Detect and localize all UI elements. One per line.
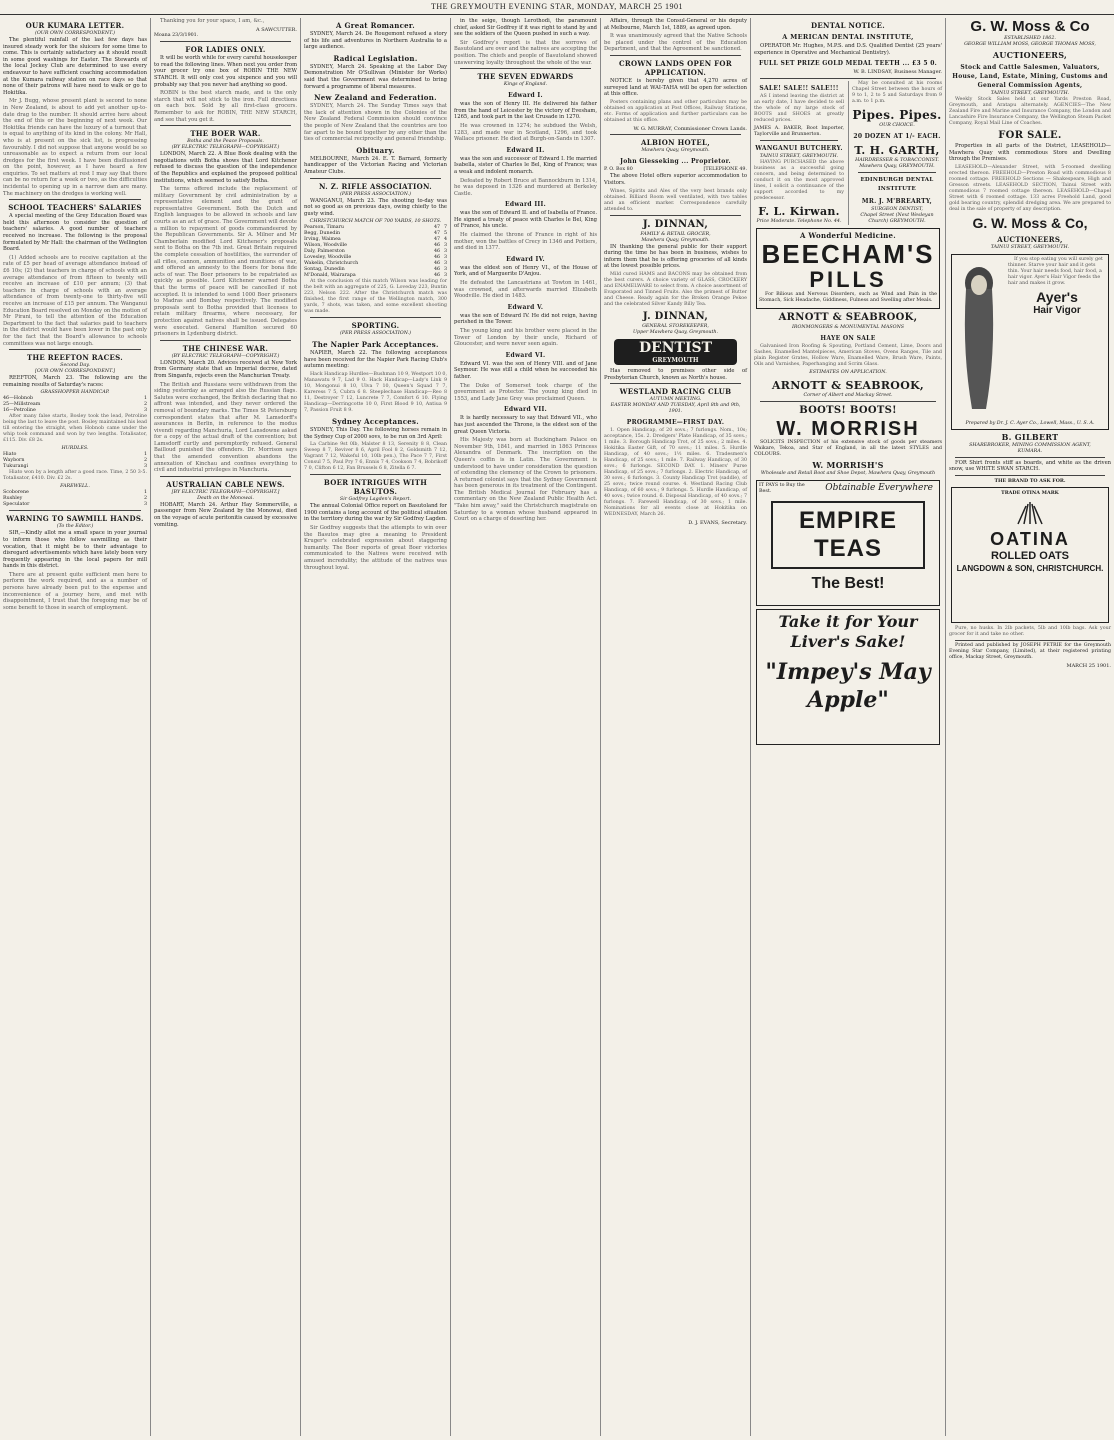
reefton-races-subheading: Second Day. bbox=[60, 363, 90, 369]
for-sale-text: Properties in all parts of the District, LEASEHOLD—Mawhera Quay with commodious Store and Dwelling through the Premises. bbox=[949, 143, 1111, 163]
moss-heading: G. W. Moss & Co bbox=[970, 18, 1090, 35]
napier-acceptances-heading: The Napier Park Acceptances. bbox=[312, 340, 439, 350]
footer-imprint: Printed and published by JOSEPH PETRIE for the Greymouth Evening Star Company, (Limited), at their registered printing office, Mackay Street, Greymouth. bbox=[949, 642, 1111, 660]
impey-tagline: Take it for Your Liver's Sake! bbox=[778, 611, 918, 651]
morrish-heading: W. MORRISH bbox=[776, 417, 920, 440]
reefton-races-text: REEFTON, March 23. The following are the remaining results of Saturday's races: bbox=[3, 375, 147, 388]
shooter-prize: 3 bbox=[443, 273, 447, 279]
oatina-rolled: ROLLED OATS bbox=[990, 549, 1069, 562]
boer-war-subheading: Botha and the Peace Proposals. bbox=[187, 139, 264, 145]
sale-signature: JAMES A. BAKER, Boot Importer, Taylorville and Brunnerton. bbox=[754, 125, 844, 137]
horse-name: Scoborene bbox=[3, 490, 29, 496]
edward-2-text-cont: Defeated by Robert Bruce at Bannockburn in 1314, he was deposed in 1326 and murdered at Berkeley Castle. bbox=[454, 177, 597, 197]
morrish-footer: W. MORRISH'S bbox=[812, 459, 884, 470]
westland-racing-programme: PROGRAMME—FIRST DAY. bbox=[626, 419, 725, 427]
kumara-letter-byline: (OUR OWN CORRESPONDENT.) bbox=[35, 31, 115, 36]
arnott-heading-2: ARNOTT & SEABROOK, bbox=[771, 378, 925, 392]
basutos-continued-text-2: Sir Godfrey's report is that the sorrows of Basutoland are over and the natives are accepting the position. The chiefs and people of Basutoland showed unswerving loyalty throughout the whole of the war. bbox=[454, 39, 597, 66]
wheat-sheaf-icon bbox=[990, 496, 1070, 526]
edward-5-text: was the son of Edward IV. He did not reign, having perished in the Tower. bbox=[454, 312, 597, 326]
dentist-place: GREYMOUTH bbox=[652, 356, 699, 364]
dinnan-grocer-place: Mawhera Quay, Greymouth. bbox=[641, 237, 710, 243]
edward-6-text-cont: The Duke of Somerset took charge of the government as Protector. The young king died in 1553, and Lady Jane Grey was proclaimed Queen. bbox=[454, 382, 597, 402]
for-ladies-text: It will be worth while for every careful housekeeper to read the following lines. When next you order from your grocer try one box of ROBIN THE NEW STARCH. It will only cost you sixpence and you will probably say that you never had anything so good. bbox=[154, 55, 297, 88]
edward-2-text: was the son and successor of Edward I. He married Isabella, sister of Charles le Bel, King of France; was a weak and indolent monarch. bbox=[454, 155, 597, 175]
for-sale-heading: FOR SALE. bbox=[998, 130, 1062, 141]
moss-services: Stock and Cattle Salesmen, Valuators, House, Land, Estate, Mining, Customs and General Commission Agents, bbox=[952, 64, 1108, 89]
edward-2-heading: Edward II. bbox=[506, 146, 545, 154]
edinburgh-heading: EDINBURGH DENTAL INSTITUTE bbox=[860, 176, 934, 192]
placing: 1 bbox=[143, 452, 147, 458]
edward-4-text-cont: He defeated the Lancastrians at Towton in 1461, was crowned, and afterwards married Elizabeth Woodville. He died in 1483. bbox=[454, 280, 597, 300]
beecham-text: For Bilious and Nervous Disorders, such as Wind and Pain in the Stomach, Sick Headache, Giddiness, Fulness and Swelling after Meals. bbox=[759, 291, 937, 303]
edward-3-text-cont: He claimed the throne of France in right of his mother, won the battles of Crecy in 1346 and Poitiers, and died in 1377. bbox=[454, 232, 597, 252]
edward-6-heading: Edward VI. bbox=[505, 351, 546, 359]
starch-text: FOR Shirt fronts stiff as boards, and white as the driven snow, use WHITE SWAN STARCH. bbox=[949, 459, 1111, 473]
ayer-sub: Hair Vigor bbox=[1033, 304, 1081, 316]
farewell-heading: FAREWELL. bbox=[60, 484, 90, 490]
grasshopper-handicap-heading: GRASSHOPPER HANDICAP. bbox=[40, 390, 110, 396]
radical-legislation-text: SYDNEY, March 24. Speaking at the Labor Day Demonstration Mr O'Sullivan (Minister for Works) said that the Government was determined to bring forward a programme of liberal measures. bbox=[304, 63, 447, 90]
obituary-text: MELBOURNE, March 24. E. T. Barnard, formerly handicapper of the Victorian Racing and Victorian Amateur Clubs. bbox=[304, 155, 447, 175]
letter-place: Moana 23/3/1901. bbox=[154, 33, 199, 39]
rifle-association-text-cont: At the conclusion of this match Wilson was leading for the belt with an aggregate of 225, G. Loveday 223, Buntin 223, Nelson 222. After the Christchurch match was finished, the first range of the Wellington match, 300 yards, 7 shots, was taken, and some excellent shooting was made. bbox=[304, 279, 447, 315]
boer-war-telegraph: (BY ELECTRIC TELEGRAPH—COPYRIGHT.) bbox=[171, 145, 280, 151]
shooter-points: 47 bbox=[433, 225, 441, 231]
cable-news-subheading: Death on the Monowai. bbox=[197, 495, 254, 501]
edinburgh-place: Chapel Street (Next Wesleyan Church) GREYMOUTH. bbox=[860, 212, 934, 224]
grasshopper-results bbox=[3, 396, 147, 414]
horse-name: Hiato bbox=[3, 452, 17, 458]
gilbert-sub: SHAREBROKER, MINING COMMISSION AGENT, bbox=[969, 442, 1091, 448]
placing: 1 bbox=[143, 396, 147, 402]
edward-3-heading: Edward III. bbox=[504, 201, 547, 209]
column-6 bbox=[750, 18, 945, 1436]
american-dental-heading: A MERICAN DENTAL INSTITUTE, bbox=[782, 33, 914, 41]
sydney-acceptances-heading: Sydney Acceptances. bbox=[331, 417, 420, 427]
boer-war-heading: THE BOER WAR. bbox=[190, 129, 261, 139]
arnott-heading: ARNOTT & SEABROOK, bbox=[778, 311, 918, 323]
shooter-prize: 3 bbox=[443, 249, 447, 255]
seven-edwards-subheading: Kings of England. bbox=[503, 82, 548, 88]
reefton-races-byline: [OUR OWN CORRESPONDENT.] bbox=[35, 369, 115, 375]
ayer-footer: Prepared by Dr. J. C. Ayer Co., Lowell, Mass., U. S. A. bbox=[965, 420, 1095, 426]
nz-federation-heading: New Zealand and Federation. bbox=[314, 93, 437, 103]
boer-basutos-heading: BOER INTRIGUES WITH BASUTOS. bbox=[323, 478, 428, 497]
albion-hotel-proprietor: John Giesseking ... Proprietor. bbox=[620, 158, 731, 166]
moss-place: TAINUI STREET, GREYMOUTH. bbox=[990, 91, 1070, 96]
basutos-continued-text: in the seige, though Lerothodi, the paramount chief, asked Sir Godfrey if it was right to stand by and see the soldiers of the Queen pushed in such a way. bbox=[454, 18, 597, 38]
column-2 bbox=[150, 18, 300, 1436]
placing: 2 bbox=[143, 496, 147, 502]
shooter-prize: 3 bbox=[443, 243, 447, 249]
cable-news-text: HOBART, March 24. Arthur Hay Sommerville, a passenger from New Zealand by the Monowai, died on the voyage of acute peritonitis caused by excessive vomiting. bbox=[154, 501, 297, 528]
ayer-heading: Ayer's bbox=[1036, 288, 1078, 305]
horse-name: Speculator bbox=[3, 502, 30, 508]
placing: 2 bbox=[143, 402, 147, 408]
butchery-text: HAVING PURCHASED the above business as a successful going concern, and being determined to conduct it on the most approved lines, I solicit a continuance of the support accorded to my predecessor. bbox=[754, 159, 844, 201]
kumara-letter-heading: OUR KUMARA LETTER. bbox=[25, 21, 125, 30]
edward-7-text-cont: His Majesty was born at Buckingham Palace on November 9th, 1841, and married in 1863 Princess Alexandra of Denmark. The inscription on the Queen's coffin is in Latin. The Government is understood to have under consideration the question of extending the clemency of the Crown to prisoners. A returned colonist says that the Sydney Government has been generous in its treatment of the Contingent. The British Medical Journal for February has a commentary on the New Zealand Public Health Act. "Take him away," said the Christchurch magistrate on Saturday to a woman whose husband appeared in Court on a charge of deserting her. bbox=[454, 437, 597, 523]
farewell-results bbox=[3, 490, 147, 508]
shooter-points: 46 bbox=[433, 261, 441, 267]
garth-place: Mawhera Quay, GREYMOUTH. bbox=[859, 163, 935, 169]
butchery-place: TAINUI STREET, GREYMOUTH. bbox=[759, 153, 839, 159]
shooter-prize: 3 bbox=[443, 267, 447, 273]
edward-3-text: was the son of Edward II. and of Isabella of France. He signed a treaty of peace with Charles le Bel, King of France, his uncle. bbox=[454, 210, 597, 230]
masthead: THE GREYMOUTH EVENING STAR, MONDAY, MARCH 25 1901 bbox=[0, 0, 1114, 15]
boots-heading: BOOTS! BOOTS! bbox=[799, 404, 897, 416]
for-ladies-heading: FOR LADIES ONLY. bbox=[185, 45, 266, 55]
boer-basutos-text-cont: Sir Godfrey suggests that the attempts to win over the Basutos may give a meaning to President Kruger's celebrated expression about staggering humanity. The Boer reports of great Boer victories communicated to the Natives were received with amused incredulity; the attitude of the natives was throughout loyal. bbox=[304, 525, 447, 571]
chinese-war-telegraph: (BY ELECTRIC TELEGRAPH—COPYRIGHT.) bbox=[171, 353, 280, 359]
oatina-name: OATINA bbox=[990, 528, 1070, 549]
edward-7-text: It is hardly necessary to say that Edward VII., who has just ascended the Throne, is the eldest son of the great Queen Victoria. bbox=[454, 415, 597, 435]
shooter-name: M'Donald, Wairarapa bbox=[304, 273, 356, 279]
footer-date: MARCH 25 1901. bbox=[1066, 662, 1111, 669]
sawmill-warning-subheading: (To the Editor.) bbox=[56, 524, 94, 530]
sale-block bbox=[754, 81, 844, 225]
beecham-name: BEECHAM'S bbox=[761, 238, 935, 269]
sale-heading: SALE! SALE!! SALE!!! bbox=[759, 84, 839, 92]
morrish-footer-2: Wholesale and Retail Boot and Shoe Depot, Mawhera Quay, Greymouth bbox=[760, 470, 936, 476]
edward-4-text: was the eldest son of Henry VI., of the House of York, and of Marguerite D'Anjou. bbox=[454, 264, 597, 278]
teachers-salaries-text-cont: (1) Added schools are to receive capitation at the rate of £5 per head of average attendance instead of £6 10s; (2) that teachers in charge of schools with an average attendance of from fifteen to twenty will receive an increase of £10 per annum; (3) that teachers in charge of schools with an average attendance of from twenty-one to thirty-five will receive an increase of £15 per annum. The Wanganui Education Board resolved on Monday on the motion of Mr Pirani, to tell the attention of the Education Department to the fact that salaries paid to teachers in the district would have been lower in the past only for the fact that the Board's allowance to schools committees was not large enough. bbox=[3, 254, 147, 347]
rifle-association-heading: N. Z. RIFLE ASSOCIATION. bbox=[319, 181, 432, 191]
dentist-label: DENTIST bbox=[638, 339, 713, 356]
moss-names: GEORGE WILLIAM MOSS, GEORGE THOMAS MOSS, bbox=[964, 42, 1096, 47]
placing: 3 bbox=[143, 502, 147, 508]
nz-federation-text: SYDNEY, March 24. The Sunday Times says that the lack of attention shown in the Colonies of the New Zealand Federal Commission should convince the people of New Zealand that the countries are too far apart to be bound together by any other than the ties of commercial reciprocity and general friendship. bbox=[304, 103, 447, 143]
westland-racing-date: EASTER MONDAY AND TUESDAY, April 8th and 9th, 1901. bbox=[610, 403, 741, 415]
edward-5-text-cont: The young king and his brother were placed in the Tower of London by their uncle, Richard of Gloucester, and were never seen again. bbox=[454, 328, 597, 348]
shooter-name: Pearson, Timaru bbox=[304, 225, 345, 231]
teachers-salaries-heading: SCHOOL TEACHERS' SALARIES bbox=[8, 203, 142, 213]
shooter-name: Lovesley, Woodville bbox=[304, 255, 352, 261]
arnott-list: Galvanised Iron Roofing & Spouting, Portland Cement, Lime, Doors and Sashes, Enamelled Mantelpieces, American Stoves, Ovens Ranges, Tile and plain Register Grates, Hollow Ware, Enamelled Ware, Brush Ware, Paints, Oils and Varnishes, Paperhanging and Scrim Glass. bbox=[754, 343, 942, 367]
oatina-trademark: TRADE OTINA MARK bbox=[1001, 489, 1059, 496]
race-commentary: After many false starts, Bosley took the lead, Petroline being the last to leave the post. Bosley maintained his lead till entering the straight, when Hobnob came under the whip took command and won by two lengths. Totalisator, £115. Div. £8 2s. bbox=[3, 414, 147, 444]
obituary-heading: Obituary. bbox=[356, 145, 395, 155]
chinese-war-text: LONDON, March 20. Advices received at New York from Germany state that an Imperial decree, dated from Singanfu, rejects even the Manchurian Treaty. bbox=[154, 359, 297, 379]
edward-6-text: Edward VI. was the son of Henry VIII. and of Jane Seymour. He was still a child when he succeeded his father. bbox=[454, 360, 597, 380]
shooter-prize: 4 bbox=[443, 237, 447, 243]
shooter-name: Wilson, Woodville bbox=[304, 243, 348, 249]
dentist-text: Has removed to premises other side of Presbyterian Church, known as North's house. bbox=[604, 367, 747, 381]
edward-1-text-cont: He was crowned in 1274; he subdued the Welsh, 1283, and made war in Scotland, 1296, and took Wallace prisoner. He died at Burgh-on-Sands in 1307. bbox=[454, 122, 597, 143]
westland-racing-heading: WESTLAND RACING CLUB bbox=[619, 387, 732, 397]
shooter-name: Irving, Waimea bbox=[304, 237, 341, 243]
boer-basutos-text: The annual Colonial Office report on Basutoland for 1900 contains a long account of the political situation in the territory during the war by Sir Godfrey Lagden. bbox=[304, 503, 447, 523]
boer-basutos-subheading: Sir Godfrey Lagden's Report. bbox=[339, 497, 412, 503]
dinnan-grocer-heading: J. DINNAN, bbox=[642, 218, 709, 230]
pipes-block bbox=[848, 81, 942, 225]
chinese-war-heading: THE CHINESE WAR. bbox=[182, 343, 269, 353]
empire-name: EMPIRE TEAS bbox=[798, 506, 897, 562]
column-1 bbox=[0, 18, 150, 1436]
dinnan-storekeeper-sub: GENERAL STOREKEEPER, bbox=[642, 323, 709, 329]
shooter-points: 47 bbox=[433, 231, 441, 237]
empire-teas-ad bbox=[756, 480, 940, 606]
albion-telephone: [TELEPHONE 49. bbox=[703, 167, 747, 173]
rifle-association-text: WANGANUI, March 23. The shooting to-day was not so good as on previous days, owing chiefly to the gusty wind. bbox=[304, 197, 447, 217]
moss-established: ESTABLISHED 1862. bbox=[1004, 36, 1056, 41]
radical-legislation-heading: Radical Legislation. bbox=[333, 53, 418, 63]
crown-lands-text-cont: Posters containing plans and other particulars may be obtained on application at Post Offices, Railway Stations, etc. Forms of application and further particulars can be obtained at this office. bbox=[604, 99, 747, 123]
horse-name: Tukurangi bbox=[3, 464, 29, 470]
albion-po-box: P. O. Box 80 bbox=[604, 167, 633, 173]
arnott-sub: IRONMONGERS & MONUMENTAL MASONS bbox=[791, 324, 905, 330]
kirwan-sub: Price Moderate. Telephone No. 44. bbox=[756, 218, 842, 224]
placing: 3 bbox=[143, 464, 147, 470]
sawmill-warning-text-cont: There are at present quite sufficient men here to perform the work required, and as a number of persons have already been put to the expense and inconvenience of a journey here, and met with disappointment, I trust that the foregoing may be of some benefit to those in search of employment. bbox=[3, 571, 147, 611]
edward-1-heading: Edward I. bbox=[508, 92, 543, 100]
column-7 bbox=[945, 18, 1114, 1436]
pipes-price: 20 DOZEN AT 1/- EACH. bbox=[853, 132, 941, 140]
sale-text: AS I intend leaving the district at an early date, I have decided to sell the whole of my large stock of BOOTS and SHOES at greatly reduced prices. bbox=[754, 93, 844, 123]
horse-name: 16—Petroline bbox=[3, 408, 36, 414]
ayer-ad bbox=[951, 254, 1109, 430]
dental-signature: W. B. LINDSAY, Business Manager. bbox=[853, 69, 942, 76]
boer-war-text: LONDON, March 22. A Blue Book dealing with the negotiations with Botha shows that Lord Kitchener refused to discuss the question of the independence of the Republics and explained the proposed political institutions, which seemed to satisfy Botha. bbox=[154, 151, 297, 184]
beecham-tagline: A Wonderful Medicine. bbox=[799, 230, 897, 240]
garth-sub: HAIRDRESSER & TOBACCONIST. bbox=[855, 157, 939, 163]
westland-racing-sub: AUTUMN MEETING. bbox=[649, 397, 702, 403]
shooter-points: 46 bbox=[433, 243, 441, 249]
kirwan-heading: F. L. Kirwan. bbox=[758, 204, 840, 218]
kumara-letter-text: The plentiful rainfall of the last few days has insured steady work for the sluicers for some time to come. This is certainly satisfactory as it should result in some good washings for Easter. The Stewards of the local Jockey Club are determined to use every endeavour to have sufficient coaching accommodation at the Kumara railway station on race days so that none of their patrons will have need to walk or go to Hokitika. bbox=[3, 37, 147, 96]
shooter-name: Daly, Palmerston bbox=[304, 249, 345, 255]
cable-news-telegraph: [BY ELECTRIC TELEGRAPH—COPYRIGHT.] bbox=[171, 489, 280, 495]
edward-7-heading: Edward VII. bbox=[504, 406, 547, 414]
albion-hotel-place: Mawhera Quay, Greymouth. bbox=[641, 148, 710, 154]
albion-hotel-text-cont: Wines, Spirits and Ales of the very best brands only obtained. Billiard Room well ventilated, with two tables and an efficient marker. Correspondence carefully attended to. bbox=[604, 188, 747, 212]
hurdles-heading: HURDLES. bbox=[61, 446, 89, 452]
race-commentary: Hiato won by a length after a good race. Time, 2 50 3-5. Totalisator, £410. Div. £2 2s. bbox=[3, 470, 147, 482]
crown-lands-heading: CROWN LANDS OPEN FOR APPLICATION. bbox=[619, 58, 732, 77]
hurdles-results bbox=[3, 452, 147, 470]
napier-acceptances-list: Hack Handicap Hurdles—Bushman 10 9, Westport 10 0, Manawatu 9 7, Lad 9 0. Hack Handicap—Lady's Link 9 10, Mongonui 8 10, Ulva 7 10, Queen's Squad 7 7, Kareress 7 5, Cubra 6 8. Steeplechase Handicap—Reo 8 11, Destroyer 7 12, Luncrete 7 7, Comfort 6 10. Flying Handicap—Derringcotte 10 0, First Blood 9 10, Antiua 9 7, Passion Fruit 8 9. bbox=[304, 372, 447, 414]
garth-heading: T. H. GARTH, bbox=[854, 143, 940, 157]
ayer-text: If you stop eating you will surely get thinner. Starve your hair and it gets thin. Your hair needs food, hair food, a hair vigor. Ayer's Hair Vigor feeds the hair and makes it grow. bbox=[1008, 256, 1103, 286]
letter-signature: A SAWCUTTER. bbox=[256, 26, 297, 33]
horse-name: Wayborn bbox=[3, 458, 25, 464]
gilbert-place: KUMARA. bbox=[1017, 448, 1043, 454]
sawmill-warning-heading: WARNING TO SAWMILL HANDS. bbox=[6, 514, 144, 524]
for-ladies-text-cont: ROBIN is the best starch made, and is the only starch that will not stick to the iron. Full directions on each box. Sold by all first-class grocers. Remember to ask for ROBIN, THE NEW STARCH, and see that you get it. bbox=[154, 90, 297, 123]
shooter-points: 46 bbox=[433, 273, 441, 279]
dental-text: OPERATOR Mr. Hughes, M.P.S. and D.S. Qualified Dentist (25 years' experience in Operative and Mechanical Dentistry). bbox=[754, 43, 942, 56]
reefton-races-heading: THE REEFTON RACES. bbox=[27, 353, 123, 363]
moss-place-2: TAINUI STREET, GREYMOUTH. bbox=[990, 244, 1070, 250]
kumara-letter-text-cont: Mr J. Bugg, whose present plant is second to none in New Zealand, is about to add yet another up-to-date drag to the number. It should arrive here about the end of this or the beginning of next week. Our Hokitika friends can have the luxury of a turnout that is equal to anything of its kind in the colony. Mr Hall, who is at present on the sick list, is progressing favourably. I did not suppose that anyone would be so unreasonable as to expect a return from our local dredges for the first week. I have been disillusioned on the point, however, as I have heard a few enquiries. To set matters at rest I may say that there can be no return for a week or two, as the difficulties incidental to opening up in a narrow dam are many. The machinery on the dredges is working well. bbox=[3, 98, 147, 197]
edward-4-heading: Edward IV. bbox=[506, 255, 545, 263]
sawmill-letter-cont: Thanking you for your space, I am, &c., bbox=[160, 18, 265, 24]
beecham-ad bbox=[756, 228, 940, 309]
dentist-badge bbox=[614, 339, 737, 365]
arnott-estimates: ESTIMATES ON APPLICATION. bbox=[809, 369, 887, 375]
sydney-acceptances-text: SYDNEY, This Day. The following horses remain in the Sydney Cup of 2000 sovs, to be run on 3rd April: bbox=[304, 427, 447, 440]
dinnan-grocer-sub: FAMILY & RETAIL GROCER, bbox=[640, 231, 711, 237]
empire-frame bbox=[771, 501, 925, 569]
arnott-sale: HAYE ON SALE bbox=[820, 334, 876, 342]
rifle-scores-table bbox=[304, 225, 447, 279]
affairs-continued-text-2: It was unanimously agreed that the Native Schools be placed under the control of the Education Department, and that the Agreement be sanctioned. bbox=[604, 33, 747, 53]
great-romancer-text: SYDNEY, March 24. De Rougemont refused a story of his life and adventures in Northern Australia to a large audience. bbox=[304, 31, 447, 51]
westland-racing-list: 1. Open Handicap, of 20 sovs.; 7 furlongs. Nom., 10s; acceptance, 15s. 2. Dredgers' Plate Handicap, of 35 sovs.; 1 mile. 3. Borough Handicap Trot, of 25 sovs.; 2 miles. 4. Hokitika Easter Gift, of 70 sovs.; 11 miles. 5. Hurdle Handicap, of 40 sovs.; 1½ miles. 6. Tradesmen's Handicap, of 25 sovs.; 1 mile. 7. Railway Handicap, of 30 sovs.; 6 furlongs. SECOND DAY. 1. Miners' Purse Handicap, of 25 sovs.; 7 furlongs. 2. Electric Handicap, of 30 sovs.; 6 furlongs. 3. County Handicap Trot (saddle), of 25 sovs.; twice round course. 4. Westland Racing Club Handicap, of 60 sovs.; 9 furlongs. 5. Hurdle Handicap, of 40 sovs.; twice round. 6. Disposal Handicap, of 40 sovs.; 7 furlongs. 7. Farewell Handicap, of 30 sovs.; 1 mile. Nominations for all events close at Hokitika on WEDNESDAY, March 26. bbox=[604, 428, 747, 518]
seven-edwards-heading: THE SEVEN EDWARDS bbox=[477, 72, 574, 82]
sawmill-warning-text: SIR,—Kindly allot me a small space in your journal to inform those who follow sawmilling as their vocation, that it might be to their advantage to disregard advertisements which have lately been very frequently appearing in the local papers for mill hands in this district. bbox=[3, 530, 147, 570]
oatina-maker: LANGDOWN & SON, CHRISTCHURCH. bbox=[956, 563, 1104, 573]
rifle-association-press: (PER PRESS ASSOCIATION.) bbox=[339, 191, 412, 197]
oatina-ad bbox=[951, 487, 1109, 623]
pipes-sub: OUR CHOICE. bbox=[879, 122, 915, 128]
edward-5-heading: Edward V. bbox=[507, 303, 544, 311]
dinnan-storekeeper-heading: J. DINNAN, bbox=[642, 310, 709, 322]
horse-name: 25—Millstream bbox=[3, 402, 41, 408]
for-sale-list: LEASEHOLD—Alexander Street, with 5-roomed dwelling erected thereon. FREEHOLD—Preston Road with commodious 8 roomed cottage. FREEHOLD Sections — Shakespeare, High and Gresson streets. LEASEHOLD SECTION, Tainui Street with commodious 7 roomed cottage thereon. LEASEHOLD—Chapel Street with 6 roomed cottage. 133 acres Freehold Land, good gold bearing country, splendid dredging area. We are prepared to deal in the sale of property of any description. bbox=[949, 164, 1111, 212]
column-3 bbox=[300, 18, 450, 1436]
pipes-heading: Pipes. Pipes. bbox=[852, 107, 942, 122]
napier-acceptances-text: NAPIER, March 22. The following acceptances have been received for the Napier Park Racing Club's autumn meeting: bbox=[304, 350, 447, 370]
empire-pays: IT PAYS to Buy the Best. bbox=[759, 482, 805, 494]
crown-lands-text: NOTICE is hereby given that 4,270 acres of surveyed land at WAI-TAHA will be open for selection at this office. bbox=[604, 77, 747, 98]
beecham-pills: PILLS bbox=[809, 266, 887, 292]
arnott-corner: Corner of Albert and Mackay Street. bbox=[803, 392, 893, 398]
empire-obtainable: Obtainable Everywhere bbox=[825, 482, 933, 493]
edinburgh-name: MR. J. M'BREARTY, bbox=[861, 197, 933, 205]
sporting-heading: SPORTING. bbox=[351, 321, 400, 331]
shooter-points: 46 bbox=[433, 249, 441, 255]
boer-war-text-cont: The terms offered include the replacement of military Government by civil administration by a representative element and the grant of representative Government. Both the Dutch and English languages to be allowed in schools and law courts as an act of grace. The Government will devote a million to repayment of goods commandeered by the Republican Governments. Sir A. Milner and Mr Chamberlain modified Lord Kitchener's proposals sent to Botha on the 7th inst. Great Britain required the complete cessation of hostilities, the surrender of all rifles, cannon, ammunition and munitions of war, and offered an amnesty to the Boers for bona fide acts of war. The Boer prisoners to be repatriated as quickly as possible. Lord Kitchener warned Botha that the terms of peace will be cancelled if not accepted. It is intended to send 1000 Boer prisoners to Madras and Bombay respectively. The modified proposals sent to Botha provided that licenses to retain military firearms, where necessary, for protection against natives shall be issued. Delegates were executed. General Hamilton secured 60 prisoners in Lydenburg district. bbox=[154, 186, 297, 338]
shooter-prize: 7 bbox=[443, 225, 447, 231]
shooter-points: 46 bbox=[433, 267, 441, 273]
dinnan-grocer-text-cont: Mild cured HAMS and BACONS may be obtained from the best curers. A choice variety of GLASS, CROCKERY and ENAMELWARE to select from. A choice assortment of Evaporated and Tinned Fruits. Also the primest of Butter and Cheese. Ready again for the Broken Orange Pekoe and the celebrated Silver Kandy Billy Tea. bbox=[604, 271, 747, 307]
dinnan-grocer-text: IN thanking the general public for their support during the time he has been in business, wishes to inform them that he is offering groceries of all kinds at the lowest possible prices. bbox=[604, 243, 747, 270]
sale-row bbox=[754, 81, 942, 225]
oatina-note: Pure, no husks. In 2lb packets, 5lb and 10lb bags. Ask your grocer for it and take no other. bbox=[949, 625, 1111, 637]
albion-hotel-heading: ALBION HOTEL, bbox=[641, 138, 710, 148]
edward-1-text: was the son of Henry III. He delivered his father from the hand of Leicester by the victory of Evesham, 1265, and took part in the last Crusade in 1270. bbox=[454, 101, 597, 121]
dental-price: FULL SET PRIZE GOLD MEDAL TEETH ... £3 5 0. bbox=[758, 60, 938, 68]
shooter-name: Begg, Dunedin bbox=[304, 231, 341, 237]
horse-name: 46—Hobnob bbox=[3, 396, 34, 402]
gilbert-heading: B. GILBERT bbox=[1001, 431, 1059, 442]
shooter-prize: 3 bbox=[443, 255, 447, 261]
placing: 1 bbox=[143, 490, 147, 496]
column-4 bbox=[450, 18, 600, 1436]
dental-notice-heading: DENTAL NOTICE. bbox=[811, 21, 885, 30]
moss-heading-2: G. W. Moss & Co, bbox=[972, 214, 1088, 231]
shooter-points: 47 bbox=[433, 237, 441, 243]
dentist-times: May be consulted at his rooms Chapel Street between the hours of 9 to 1, 2 to 5 and Saturdays from 9 a.m. to 1 p.m. bbox=[852, 80, 942, 104]
moss-sales-text: Weekly Stock Sales held at our Yards Preston Road, Greymouth, and Aratapu alternately. AGENCIES—The New Zealand Fire and Marine and Insurance Company, the London and Lancashire Fire Insurance Company, the Wellington Steam Packet Company, Royal Mail Line of Coaches. bbox=[949, 97, 1111, 126]
sporting-press: (PER PRESS ASSOCIATION.) bbox=[339, 331, 412, 337]
shooter-name: Sontag, Dunedin bbox=[304, 267, 345, 273]
cable-news-heading: AUSTRALIAN CABLE NEWS. bbox=[166, 479, 285, 489]
horse-name: Rushley bbox=[3, 496, 23, 502]
albion-hotel-text: The above Hotel offers superior accommodation to Visitors. bbox=[604, 173, 747, 186]
impey-name: "Impey's May Apple" bbox=[765, 658, 931, 713]
result-row bbox=[3, 502, 147, 508]
moss-auctioneers: AUCTIONEERS, bbox=[992, 50, 1068, 60]
chinese-war-text-cont: The British and Russians were withdrawn from the siding yesterday as arranged also the Russian flags. Salutes were exchanged, the British declaring that no affront was intended, and they never ordered the removal of boundary marks. The Times St Petersburg correspondent states that after M. Lamsdorff's assurances in Berlin, in reference to the modus vivendi regarding Manchuria, Lord Lansdowne asked for a copy of the actual draft of the convention; but Lamsdorff curtly and peremptorily refused. General Bailloud punished the offenders. Dr. Morrison says that the amended convention abandons the annexation of Kinchau and confines everything to civil and industrial privileges in Manchuria. bbox=[154, 381, 297, 474]
oatina-ask: THE BRAND TO ASK FOR. bbox=[994, 477, 1066, 484]
placing: 2 bbox=[143, 458, 147, 464]
sydney-acceptances-list: La Carbine 9st 0lb, Malster 8 13, Serenity 8 8, Clean Sweep 8 7, Reviver 8 6, April Fool 8 2, Goldsmith 7 12, Vagrant 7 12, Wakeful 10, 10lb pen.), Tho Pace 7 7, First Consul 7 5, Paul Pry 7 6, Ennis 7 4, Cookson 7 4, Bobrikoff 7 0, Clifton 6 12, Fan Brussels 6 8, Zitella 6 7. bbox=[304, 442, 447, 472]
woman-hair-illustration bbox=[954, 261, 1004, 411]
moss-auctioneers-2: AUCTIONEERS, bbox=[997, 234, 1063, 244]
empire-best: The Best! bbox=[811, 574, 885, 592]
affairs-continued-text: Affairs, through the Consul-General or his deputy at Melbourne, March 1st, 1889, as agreed upon. bbox=[604, 18, 747, 31]
shooter-prize: 5 bbox=[443, 231, 447, 237]
teachers-salaries-text: A special meeting of the Grey Education Board was held this afternoon to consider the question of teachers' salaries. A good number of teachers received no increase. The following is the proposal formulated by Mr Hall: the chairman of the Wellington Board. bbox=[3, 213, 147, 253]
impey-ad bbox=[756, 609, 940, 745]
edinburgh-title: SURGEON DENTIST, bbox=[871, 206, 923, 212]
shooter-points: 46 bbox=[433, 255, 441, 261]
placing: 3 bbox=[143, 408, 147, 414]
great-romancer-heading: A Great Romancer. bbox=[335, 21, 415, 30]
westland-racing-signature: D. J. EVANS, Secretary. bbox=[688, 520, 747, 527]
dinnan-storekeeper-place: Upper Mawhera Quay, Greymouth. bbox=[632, 329, 719, 335]
column-5 bbox=[600, 18, 750, 1436]
crown-lands-signature: W. G. MURRAY, Commissioner Crown Lands. bbox=[633, 125, 747, 132]
butchery-heading: WANGANUI BUTCHERY. bbox=[755, 144, 843, 152]
christchurch-match-heading: CHRISTCHURCH MATCH OF 700 YARDS, 10 SHOTS. bbox=[309, 219, 442, 225]
morrish-text: SOLICITS INSPECTION of his extensive stock of goods per steamers Waikare, Tekoa, and Star of England, in all the latest STYLES and COLOURS. bbox=[754, 439, 942, 457]
shooter-name: Wakelin, Christchurch bbox=[304, 261, 359, 267]
shooter-prize: 3 bbox=[443, 261, 447, 267]
